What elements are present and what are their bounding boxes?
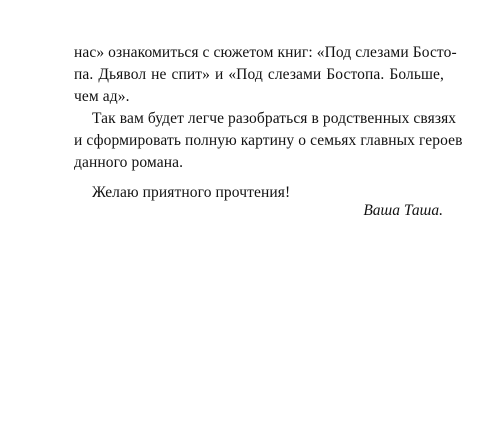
paragraph-1-line-3: чем ад». xyxy=(74,88,130,105)
paragraph-2-line-3: данного романа. xyxy=(74,154,184,171)
signature: Ваша Таша. xyxy=(363,202,443,219)
closing-line: Желаю приятного прочтения! xyxy=(92,184,291,201)
paragraph-2-line-2: и сформировать полную картину о семьях главных героев xyxy=(74,132,463,149)
paragraph-1-line-2: па. Дьявол не спит» и «Под слезами Бостопа. Больше, xyxy=(74,66,444,83)
paragraph-2-line-1: Так вам будет легче разобраться в родственных связях xyxy=(92,110,457,127)
paragraph-1-line-1: нас» ознакомиться с сюжетом книг: «Под слезами Босто- xyxy=(74,44,457,61)
